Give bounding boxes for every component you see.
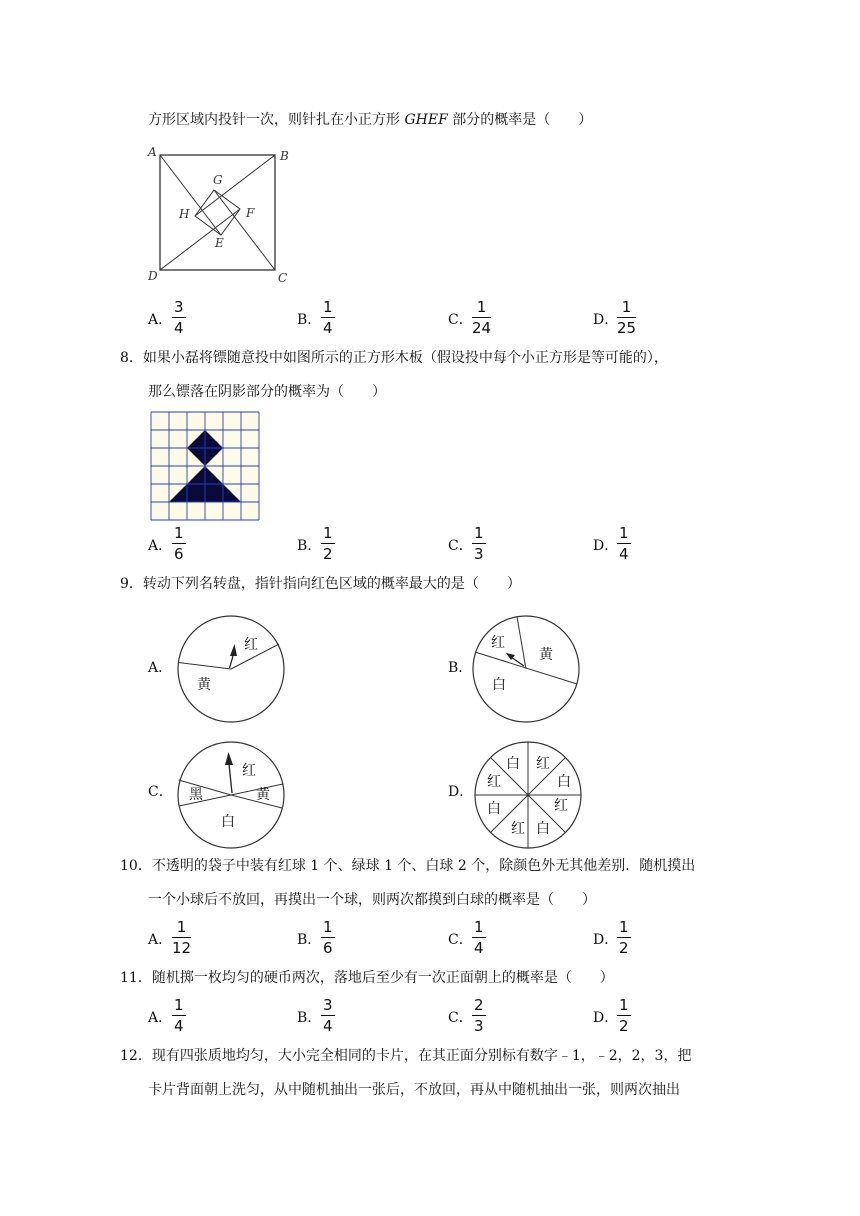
fraction: 1 4 — [174, 996, 184, 1035]
label-B: B — [280, 149, 289, 163]
fraction: 1 2 — [323, 524, 333, 563]
fraction: 1 25 — [617, 298, 637, 337]
q8-grid-figure — [150, 411, 262, 523]
sector-label: 红 — [244, 637, 258, 653]
label-E: E — [215, 236, 224, 250]
q9-option-a-label[interactable]: A． — [148, 660, 173, 676]
fraction: 1 4 — [323, 298, 333, 337]
q7-square-name: GHEF — [404, 112, 448, 128]
sector-label: 红 — [536, 756, 550, 772]
q12-stem-line1: 12．现有四张质地均匀，大小完全相同的卡片，在其正面分别标有数字﹣1，﹣2，2，3，把 — [120, 1048, 692, 1064]
fraction: 1 3 — [474, 524, 484, 563]
q9-spinner-c[interactable] — [176, 740, 286, 850]
fraction: 3 4 — [174, 298, 184, 337]
fraction: 3 4 — [323, 996, 333, 1035]
q8-stem-line2: 那么镖落在阴影部分的概率为（ ） — [148, 384, 386, 400]
fraction: 1 2 — [619, 996, 629, 1035]
q9-stem: 9．转动下列名转盘，指针指向红色区域的概率最大的是（ ） — [120, 576, 521, 592]
label-H: H — [179, 207, 190, 221]
q11-stem: 11．随机掷一枚均匀的硬币两次，落地后至少有一次正面朝上的概率是（ ） — [120, 970, 614, 986]
sector-label: 黄 — [539, 647, 553, 663]
fraction: 1 12 — [172, 918, 192, 957]
q10-stem-line2: 一个小球后不放回，再摸出一个球，则两次都摸到白球的概率是（ ） — [148, 892, 596, 908]
sector-label: 红 — [487, 774, 501, 790]
sector-label: 白 — [487, 801, 501, 817]
label-D: D — [148, 269, 158, 283]
q12-stem-line2: 卡片背面朝上洗匀，从中随机抽出一张后，不放回，再从中随机抽出一张，则两次抽出 — [148, 1082, 680, 1098]
label-C: C — [278, 271, 288, 285]
sector-label: 红 — [511, 821, 525, 837]
fraction: 1 2 — [619, 918, 629, 957]
q9-option-b-label[interactable]: B． — [448, 660, 473, 676]
fraction: 1 4 — [474, 918, 484, 957]
fraction: 1 6 — [323, 918, 333, 957]
sector-label: 红 — [242, 763, 256, 779]
q9-spinner-b[interactable] — [471, 614, 581, 724]
q10-stem-line1: 10．不透明的袋子中装有红球 1 个、绿球 1 个、白球 2 个，除颜色外无其他差别．随机摸出 — [120, 858, 696, 874]
sector-label: 白 — [506, 756, 520, 772]
q9-spinner-a[interactable] — [176, 614, 286, 724]
sector-label: 黄 — [256, 787, 270, 803]
fraction: 1 4 — [619, 524, 629, 563]
sector-label: 红 — [491, 635, 505, 651]
q7-stem: 方形区域内投针一次，则针扎在小正方形 GHEF 部分的概率是（ ） — [148, 112, 593, 128]
sector-label: 红 — [554, 798, 568, 814]
label-F: F — [246, 206, 255, 220]
q7-square-figure — [140, 140, 300, 290]
fraction: 1 24 — [472, 298, 492, 337]
sector-label: 白 — [221, 814, 235, 830]
sector-label: 黑 — [189, 787, 203, 803]
fraction: 2 3 — [474, 996, 484, 1035]
sector-label: 白 — [536, 821, 550, 837]
sector-label: 白 — [492, 677, 506, 693]
q9-option-c-label[interactable]: C． — [148, 784, 173, 800]
label-A: A — [148, 145, 157, 159]
fraction: 1 6 — [174, 524, 184, 563]
q9-spinner-d[interactable] — [473, 740, 583, 850]
sector-label: 白 — [557, 774, 571, 790]
sector-label: 黄 — [197, 677, 211, 693]
label-G: G — [213, 173, 223, 187]
q8-stem-line1: 8．如果小磊将镖随意投中如图所示的正方形木板（假设投中每个小正方形是等可能的）， — [120, 350, 668, 366]
q9-option-d-label[interactable]: D． — [448, 784, 474, 800]
